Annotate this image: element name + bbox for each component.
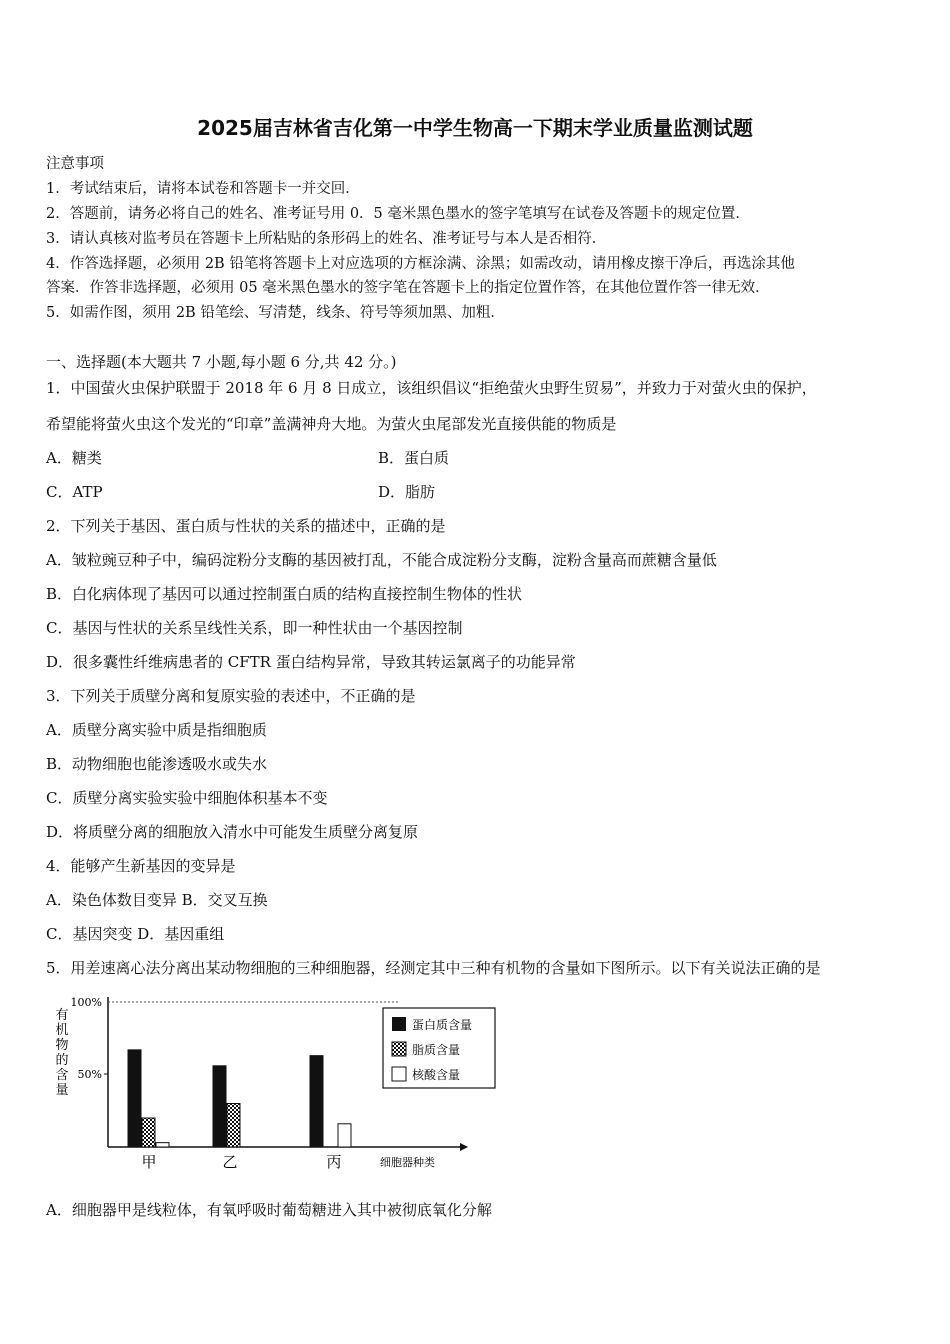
- organelle-chart: [40, 985, 510, 1175]
- legend-label-nucleic: 核酸含量: [412, 1068, 461, 1082]
- ytick-label-100: 100%: [70, 996, 102, 1009]
- bar-protein: [213, 1066, 226, 1147]
- legend-label-protein: 蛋白质含量: [412, 1018, 473, 1032]
- category-label: 丙: [326, 1153, 342, 1171]
- bar-lipid: [142, 1118, 155, 1147]
- q2-stem: 2．下列关于基因、蛋白质与性状的关系的描述中，正确的是: [46, 517, 446, 535]
- q3-stem: 3．下列关于质壁分离和复原实验的表述中，不正确的是: [46, 687, 416, 705]
- category-label: 甲: [141, 1153, 157, 1171]
- q5-option-a: A．细胞器甲是线粒体，有氧呼吸时葡萄糖进入其中被彻底氧化分解: [46, 1201, 492, 1219]
- q3-option-b: B．动物细胞也能渗透吸水或失水: [46, 755, 268, 773]
- ytick-label-50: 50%: [77, 1068, 102, 1081]
- q1-option-a: A．糖类: [46, 449, 102, 467]
- q2-option-d: D．很多囊性纤维病患者的 CFTR 蛋白结构异常，导致其转运氯离子的功能异常: [46, 653, 576, 671]
- category-label: 乙: [222, 1153, 238, 1171]
- bar-protein: [310, 1056, 323, 1147]
- legend-swatch-protein: [392, 1017, 406, 1031]
- q1-option-c: C．ATP: [46, 483, 103, 501]
- legend-swatch-lipid: [392, 1042, 406, 1056]
- notice-item: 2．答题前，请务必将自己的姓名、准考证号用 0．5 毫米黑色墨水的签字笔填写在试卷及答题卡的规定位置．: [46, 206, 750, 222]
- notice-item: 答案．作答非选择题，必须用 05 毫米黑色墨水的签字笔在答题卡上的指定位置作答，在其他位置作答一律无效．: [46, 280, 770, 296]
- notice-item: 5．如需作图，须用 2B 铅笔绘、写清楚，线条、符号等须加黑、加粗．: [46, 305, 505, 321]
- section-heading: 一、选择题(本大题共 7 小题,每小题 6 分,共 42 分。): [46, 353, 397, 371]
- q4-stem: 4．能够产生新基因的变异是: [46, 857, 236, 875]
- notice-item: 3．请认真核对监考员在答题卡上所粘贴的条形码上的姓名、准考证号与本人是否相符．: [46, 231, 607, 247]
- x-axis-arrow: [460, 1143, 468, 1151]
- q5-stem: 5．用差速离心法分离出某动物细胞的三种细胞器，经测定其中三种有机物的含量如下图所示。以下有关说法正确的是: [46, 959, 821, 977]
- q1-option-b: B．蛋白质: [378, 449, 450, 467]
- notice-item: 1．考试结束后，请将本试卷和答题卡一并交回．: [46, 181, 360, 197]
- y-axis-label: 有机物的含量: [55, 1008, 69, 1098]
- q1-stem-line2: 希望能将萤火虫这个发光的“印章”盖满神舟大地。为萤火虫尾部发光直接供能的物质是: [46, 415, 617, 433]
- bar-lipid: [227, 1104, 240, 1148]
- legend-label-lipid: 脂质含量: [412, 1043, 461, 1057]
- q4-options-ab: A．染色体数目变异 B．交叉互换: [46, 891, 268, 909]
- bar-nucleic: [338, 1124, 351, 1147]
- x-axis-label: 细胞器种类: [380, 1156, 435, 1169]
- q2-option-a: A．皱粒豌豆种子中，编码淀粉分支酶的基因被打乱，不能合成淀粉分支酶，淀粉含量高而蔗糖含量低: [46, 551, 717, 569]
- page-title: 2025届吉林省吉化第一中学生物高一下期末学业质量监测试题: [197, 116, 753, 140]
- legend-swatch-nucleic: [392, 1067, 406, 1081]
- bar-protein: [128, 1050, 141, 1147]
- q4-options-cd: C．基因突变 D．基因重组: [46, 925, 225, 943]
- notice-item: 4．作答选择题，必须用 2B 铅笔将答题卡上对应选项的方框涂满、涂黑；如需改动，请用橡皮擦干净后，再选涂其他: [46, 256, 795, 272]
- q3-option-c: C．质壁分离实验实验中细胞体积基本不变: [46, 789, 328, 807]
- q1-option-d: D．脂肪: [378, 483, 436, 501]
- q1-stem-line1: 1．中国萤火虫保护联盟于 2018 年 6 月 8 日成立，该组织倡议“拒绝萤火虫野生贸易”，并致力于对萤火虫的保护，: [46, 379, 817, 397]
- q2-option-c: C．基因与性状的关系呈线性关系，即一种性状由一个基因控制: [46, 619, 463, 637]
- bar-nucleic: [156, 1143, 169, 1147]
- notice-heading: 注意事项: [46, 156, 104, 172]
- q3-option-d: D．将质壁分离的细胞放入清水中可能发生质壁分离复原: [46, 823, 419, 841]
- q3-option-a: A．质壁分离实验中质是指细胞质: [46, 721, 267, 739]
- q2-option-b: B．白化病体现了基因可以通过控制蛋白质的结构直接控制生物体的性状: [46, 585, 523, 603]
